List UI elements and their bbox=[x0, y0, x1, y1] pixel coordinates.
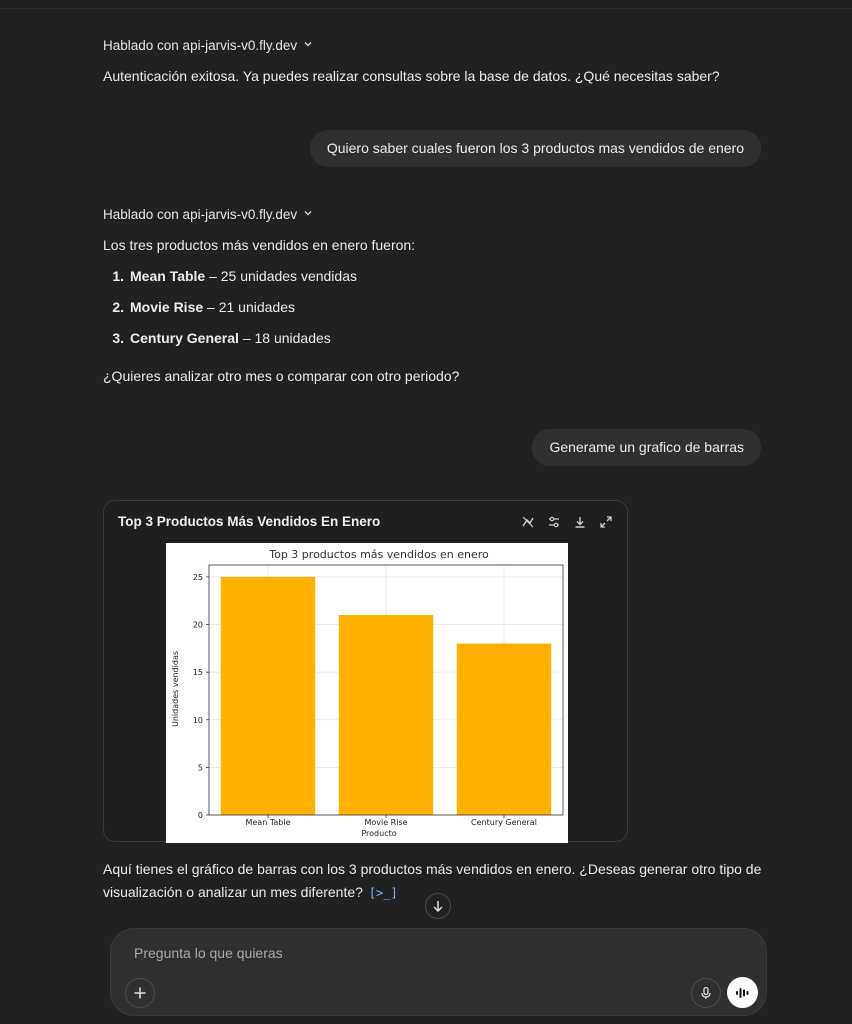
bar-movie-rise bbox=[339, 615, 433, 815]
plus-icon bbox=[133, 986, 147, 1000]
customize-icon[interactable] bbox=[545, 513, 563, 531]
list-item bbox=[103, 327, 357, 358]
bar-mean-table bbox=[221, 577, 315, 815]
chart-card bbox=[103, 500, 628, 842]
voice-wave-icon bbox=[735, 986, 751, 1000]
product-detail: – 18 unidades bbox=[238, 330, 331, 346]
product-name: Century General bbox=[130, 330, 239, 346]
list-number: 1. bbox=[112, 268, 124, 284]
x-tick-label: Mean Table bbox=[245, 818, 291, 827]
voice-mode-button[interactable] bbox=[727, 977, 758, 1008]
composer-placeholder[interactable]: Pregunta lo que quieras bbox=[134, 945, 283, 961]
arrow-down-icon bbox=[431, 899, 445, 913]
bar-century-general bbox=[457, 644, 551, 815]
x-axis-label: Producto bbox=[361, 829, 397, 838]
chart-card-title: Top 3 Productos Más Vendidos En Enero bbox=[118, 514, 381, 529]
assistant-message-intro: Los tres productos más vendidos en enero fueron: bbox=[103, 237, 416, 253]
dictate-button[interactable] bbox=[691, 978, 721, 1008]
list-number: 3. bbox=[112, 330, 124, 346]
y-tick-label: 5 bbox=[197, 763, 203, 773]
product-name: Movie Rise bbox=[130, 299, 204, 315]
y-tick-label: 0 bbox=[197, 811, 203, 820]
download-icon[interactable] bbox=[571, 513, 589, 531]
product-detail: – 21 unidades bbox=[203, 299, 295, 315]
y-tick-label: 15 bbox=[192, 668, 203, 678]
y-tick-label: 10 bbox=[192, 715, 203, 725]
expand-icon[interactable] bbox=[597, 513, 615, 531]
assistant-message: Autenticación exitosa. Ya puedes realizar consultas sobre la base de datos. ¿Qué necesitas saber? bbox=[103, 68, 720, 84]
y-axis-label: Unidades vendidas bbox=[171, 650, 180, 728]
chevron-down-icon bbox=[303, 39, 313, 52]
top-divider bbox=[0, 8, 852, 9]
products-list bbox=[103, 265, 357, 358]
list-item bbox=[103, 265, 357, 296]
chart-title: Top 3 productos más vendidos en enero bbox=[269, 548, 489, 561]
user-message: Generame un grafico de barras bbox=[532, 429, 761, 466]
add-attachment-button[interactable] bbox=[125, 978, 155, 1008]
bar-chart bbox=[166, 543, 568, 843]
y-tick-label: 25 bbox=[192, 572, 203, 582]
y-tick-label: 20 bbox=[192, 620, 203, 630]
x-tick-label: Movie Rise bbox=[364, 818, 408, 827]
list-number: 2. bbox=[112, 299, 124, 315]
assistant-answer-text: Aquí tienes el gráfico de barras con los 3 productos más vendidos en enero. ¿Deseas generar otro tipo de visualización o analizar un mes diferente? bbox=[103, 861, 762, 900]
code-source-icon[interactable]: [>_] bbox=[368, 886, 398, 900]
product-name: Mean Table bbox=[130, 268, 206, 284]
list-item bbox=[103, 296, 357, 327]
message-composer[interactable] bbox=[110, 928, 767, 1016]
user-message: Quiero saber cuales fueron los 3 productos mas vendidos de enero bbox=[310, 130, 761, 167]
microphone-icon bbox=[699, 986, 713, 1000]
tool-call-toggle[interactable] bbox=[103, 38, 313, 53]
chart-card-actions bbox=[519, 513, 615, 531]
bar-chart-svg bbox=[166, 543, 568, 843]
chevron-down-icon bbox=[303, 208, 313, 221]
scroll-down-button[interactable] bbox=[425, 893, 451, 919]
tool-call-label: Hablado con api-jarvis-v0.fly.dev bbox=[103, 38, 298, 53]
switch-interactive-icon[interactable] bbox=[519, 513, 537, 531]
tool-call-toggle[interactable] bbox=[103, 207, 313, 222]
assistant-message-outro: ¿Quieres analizar otro mes o comparar con otro periodo? bbox=[103, 368, 460, 384]
tool-call-label: Hablado con api-jarvis-v0.fly.dev bbox=[103, 207, 298, 222]
product-detail: – 25 unidades vendidas bbox=[205, 268, 357, 284]
x-tick-label: Century General bbox=[471, 818, 537, 827]
